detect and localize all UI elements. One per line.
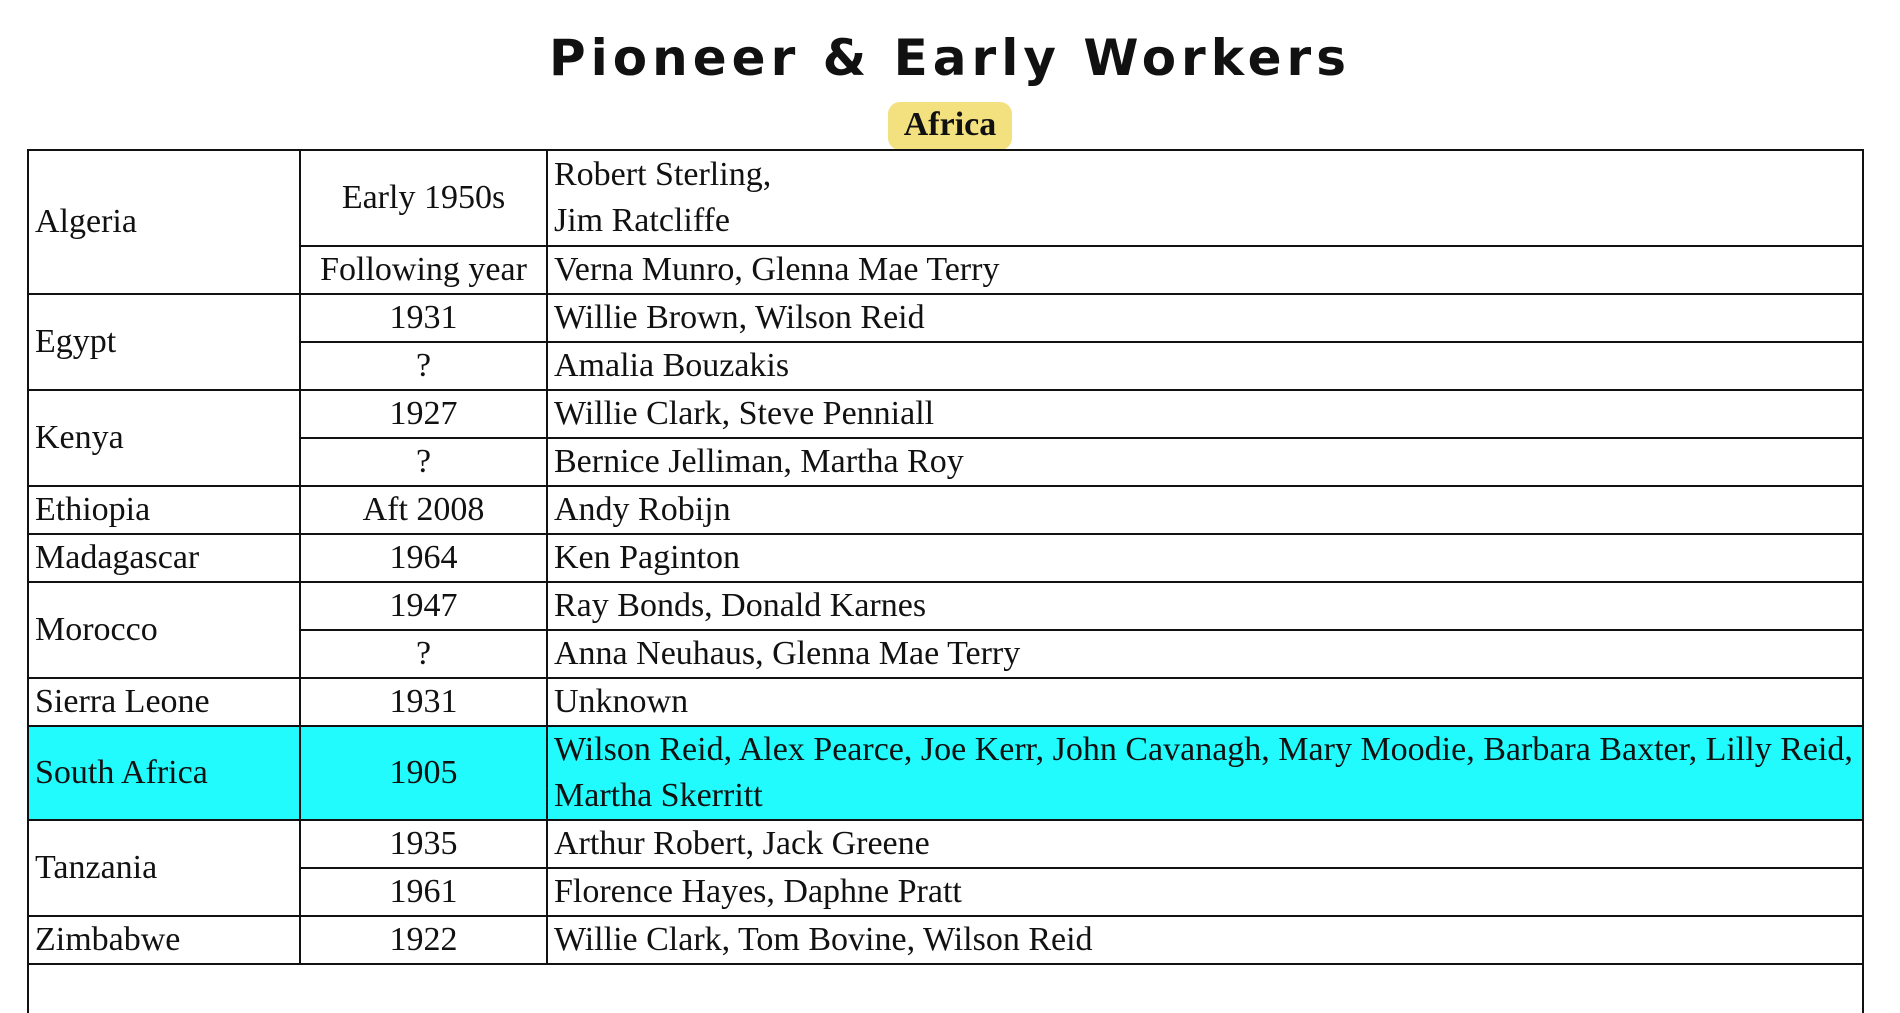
table-row [28, 916, 1863, 964]
workers-cell: Wilson Reid, Alex Pearce, Joe Kerr, John Cavanagh, Mary Moodie, Barbara Baxter, Lilly Reid, Martha Skerritt [547, 726, 1863, 820]
table-row [28, 678, 1863, 726]
year-cell: 1961 [300, 868, 547, 916]
workers-cell: Anna Neuhaus, Glenna Mae Terry [547, 630, 1863, 678]
workers-line: Jim Ratcliffe [554, 202, 730, 239]
year-cell: 1905 [300, 726, 547, 820]
year-cell: 1931 [300, 678, 547, 726]
table-row [28, 294, 1863, 342]
country-cell: Algeria [28, 150, 300, 294]
table-row [28, 390, 1863, 438]
workers-cell: Willie Clark, Tom Bovine, Wilson Reid [547, 916, 1863, 964]
page-title: Pioneer & Early Workers [549, 29, 1351, 87]
year-cell: 1935 [300, 820, 547, 868]
year-cell: 1927 [300, 390, 547, 438]
workers-cell: Willie Clark, Steve Penniall [547, 390, 1863, 438]
workers-cell: Bernice Jelliman, Martha Roy [547, 438, 1863, 486]
year-cell: 1931 [300, 294, 547, 342]
country-cell: Tanzania [28, 820, 300, 916]
table-row [28, 486, 1863, 534]
table-row [28, 630, 1863, 678]
country-cell: Ethiopia [28, 486, 300, 534]
country-cell: Zimbabwe [28, 916, 300, 964]
table-row [28, 820, 1863, 868]
table-row [28, 342, 1863, 390]
year-cell: 1947 [300, 582, 547, 630]
workers-cell: Amalia Bouzakis [547, 342, 1863, 390]
country-cell: South Africa [28, 726, 300, 820]
workers-cell: Florence Hayes, Daphne Pratt [547, 868, 1863, 916]
empty-cell [28, 964, 1863, 1013]
table-row [28, 438, 1863, 486]
empty-row [28, 964, 1863, 1013]
country-cell: Kenya [28, 390, 300, 486]
table-row [28, 150, 1863, 246]
highlighted-row [28, 726, 1863, 820]
workers-cell: Willie Brown, Wilson Reid [547, 294, 1863, 342]
year-cell: ? [300, 630, 547, 678]
workers-cell: Ray Bonds, Donald Karnes [547, 582, 1863, 630]
country-cell: Madagascar [28, 534, 300, 582]
workers-table [27, 149, 1864, 1013]
year-cell: Aft 2008 [300, 486, 547, 534]
year-cell: 1964 [300, 534, 547, 582]
table-row [28, 534, 1863, 582]
workers-cell: Andy Robijn [547, 486, 1863, 534]
year-cell: ? [300, 438, 547, 486]
workers-cell: Unknown [547, 678, 1863, 726]
year-cell: ? [300, 342, 547, 390]
table-row [28, 868, 1863, 916]
table-row [28, 246, 1863, 294]
workers-cell: Verna Munro, Glenna Mae Terry [547, 246, 1863, 294]
workers-cell [547, 150, 1863, 246]
country-cell: Egypt [28, 294, 300, 390]
region-label: Africa [888, 102, 1013, 150]
country-cell: Morocco [28, 582, 300, 678]
region-header [0, 102, 1900, 150]
workers-cell: Arthur Robert, Jack Greene [547, 820, 1863, 868]
workers-cell: Ken Paginton [547, 534, 1863, 582]
workers-line: Robert Sterling, [554, 156, 772, 193]
table-row [28, 582, 1863, 630]
year-cell: 1922 [300, 916, 547, 964]
year-cell: Early 1950s [300, 150, 547, 246]
year-cell: Following year [300, 246, 547, 294]
country-cell: Sierra Leone [28, 678, 300, 726]
